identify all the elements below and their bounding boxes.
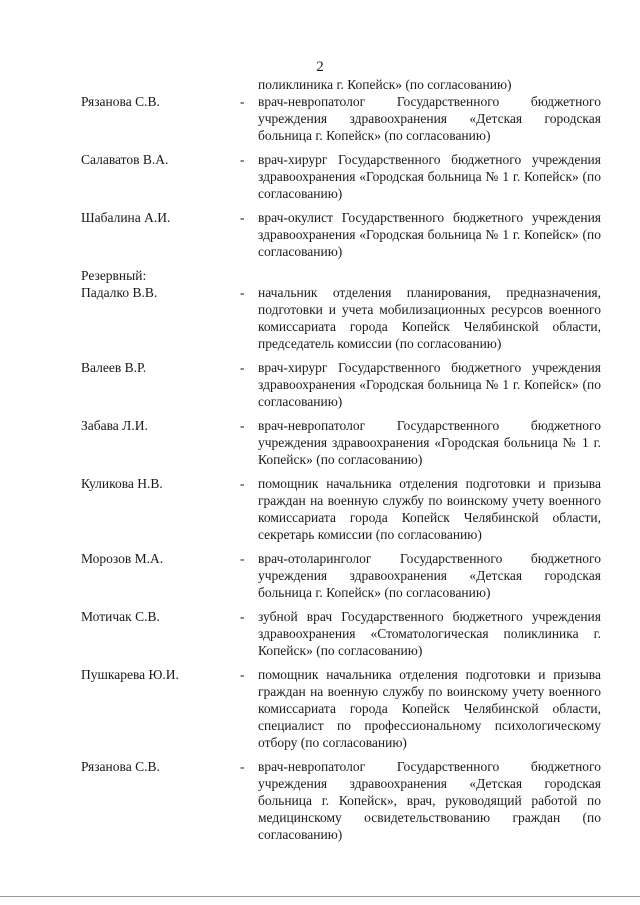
reserve-section-label <box>0 267 640 284</box>
member-description: помощник начальника отделения подготовки и призыва граждан на военную службу по воинскому учету военного комиссариата города Копейск Челябинской области, секретарь комиссии (по согласованию) <box>258 476 601 542</box>
bottom-divider <box>0 896 640 897</box>
member-entry <box>0 608 640 659</box>
member-name: Куликова Н.В. <box>81 476 163 491</box>
member-entry <box>0 475 640 543</box>
member-name: Рязанова С.В. <box>81 94 160 109</box>
dash-separator: - <box>240 667 245 682</box>
dash-separator: - <box>240 609 245 624</box>
member-name: Шабалина А.И. <box>81 210 171 225</box>
member-description: начальник отделения планирования, предназначения, подготовки и учета мобилизационных ресурсов военного комиссариата города Копейск Челябинской области, председатель комиссии (по согласованию) <box>258 285 601 351</box>
member-entry <box>0 417 640 468</box>
member-description: врач-хирург Государственного бюджетного учреждения здравоохранения «Городская больница № 1 г. Копейск» (по согласованию) <box>258 152 601 201</box>
dash-separator: - <box>240 551 245 566</box>
member-entry <box>0 209 640 260</box>
member-description: зубной врач Государственного бюджетного учреждения здравоохранения «Стоматологическая поликлиника г. Копейск» (по согласованию) <box>258 609 601 658</box>
member-entry <box>0 359 640 410</box>
member-entry <box>0 758 640 843</box>
member-name: Забава Л.И. <box>81 418 148 433</box>
dash-separator: - <box>240 285 245 300</box>
member-name: Мотичак С.В. <box>81 609 160 624</box>
member-list <box>0 93 640 850</box>
member-name: Морозов М.А. <box>81 551 164 566</box>
member-description: врач-хирург Государственного бюджетного учреждения здравоохранения «Городская больница № 1 г. Копейск» (по согласованию) <box>258 360 601 409</box>
dash-separator: - <box>240 210 245 225</box>
member-name: Рязанова С.В. <box>81 759 160 774</box>
dash-separator: - <box>240 418 245 433</box>
continuation-text: поликлиника г. Копейск» (по согласованию) <box>258 77 512 92</box>
dash-separator: - <box>240 152 245 167</box>
member-entry <box>0 151 640 202</box>
member-name: Падалко В.В. <box>81 285 158 300</box>
member-name: Салаватов В.А. <box>81 152 169 167</box>
member-entry <box>0 93 640 144</box>
member-description: врач-отоларинголог Государственного бюджетного учреждения здравоохранения «Детская городская больница г. Копейск» (по согласованию) <box>258 551 601 600</box>
member-description: врач-окулист Государственного бюджетного учреждения здравоохранения «Городская больница № 1 г. Копейск» (по согласованию) <box>258 210 601 259</box>
member-name: Валеев В.Р. <box>81 360 147 375</box>
member-entry <box>0 284 640 352</box>
dash-separator: - <box>240 94 245 109</box>
dash-separator: - <box>240 360 245 375</box>
page-number: 2 <box>316 59 324 75</box>
member-entry <box>0 550 640 601</box>
member-description: врач-невропатолог Государственного бюджетного учреждения здравоохранения «Городская больница № 1 г. Копейск» (по согласованию) <box>258 418 601 467</box>
member-description: помощник начальника отделения подготовки и призыва граждан на военную службу по воинскому учету военного комиссариата города Копейск Челябинской области, специалист по профессиональному психологическому отбору (по согласованию) <box>258 667 601 750</box>
member-description: врач-невропатолог Государственного бюджетного учреждения здравоохранения «Детская городская больница г. Копейск», врач, руководящий работой по медицинскому освидетельствованию граждан (по согласованию) <box>258 759 601 842</box>
dash-separator: - <box>240 759 245 774</box>
dash-separator: - <box>240 476 245 491</box>
member-name: Пушкарева Ю.И. <box>81 667 179 682</box>
reserve-label-text: Резервный: <box>81 268 147 283</box>
member-description: врач-невропатолог Государственного бюджетного учреждения здравоохранения «Детская городская больница г. Копейск» (по согласованию) <box>258 94 601 143</box>
member-entry <box>0 666 640 751</box>
